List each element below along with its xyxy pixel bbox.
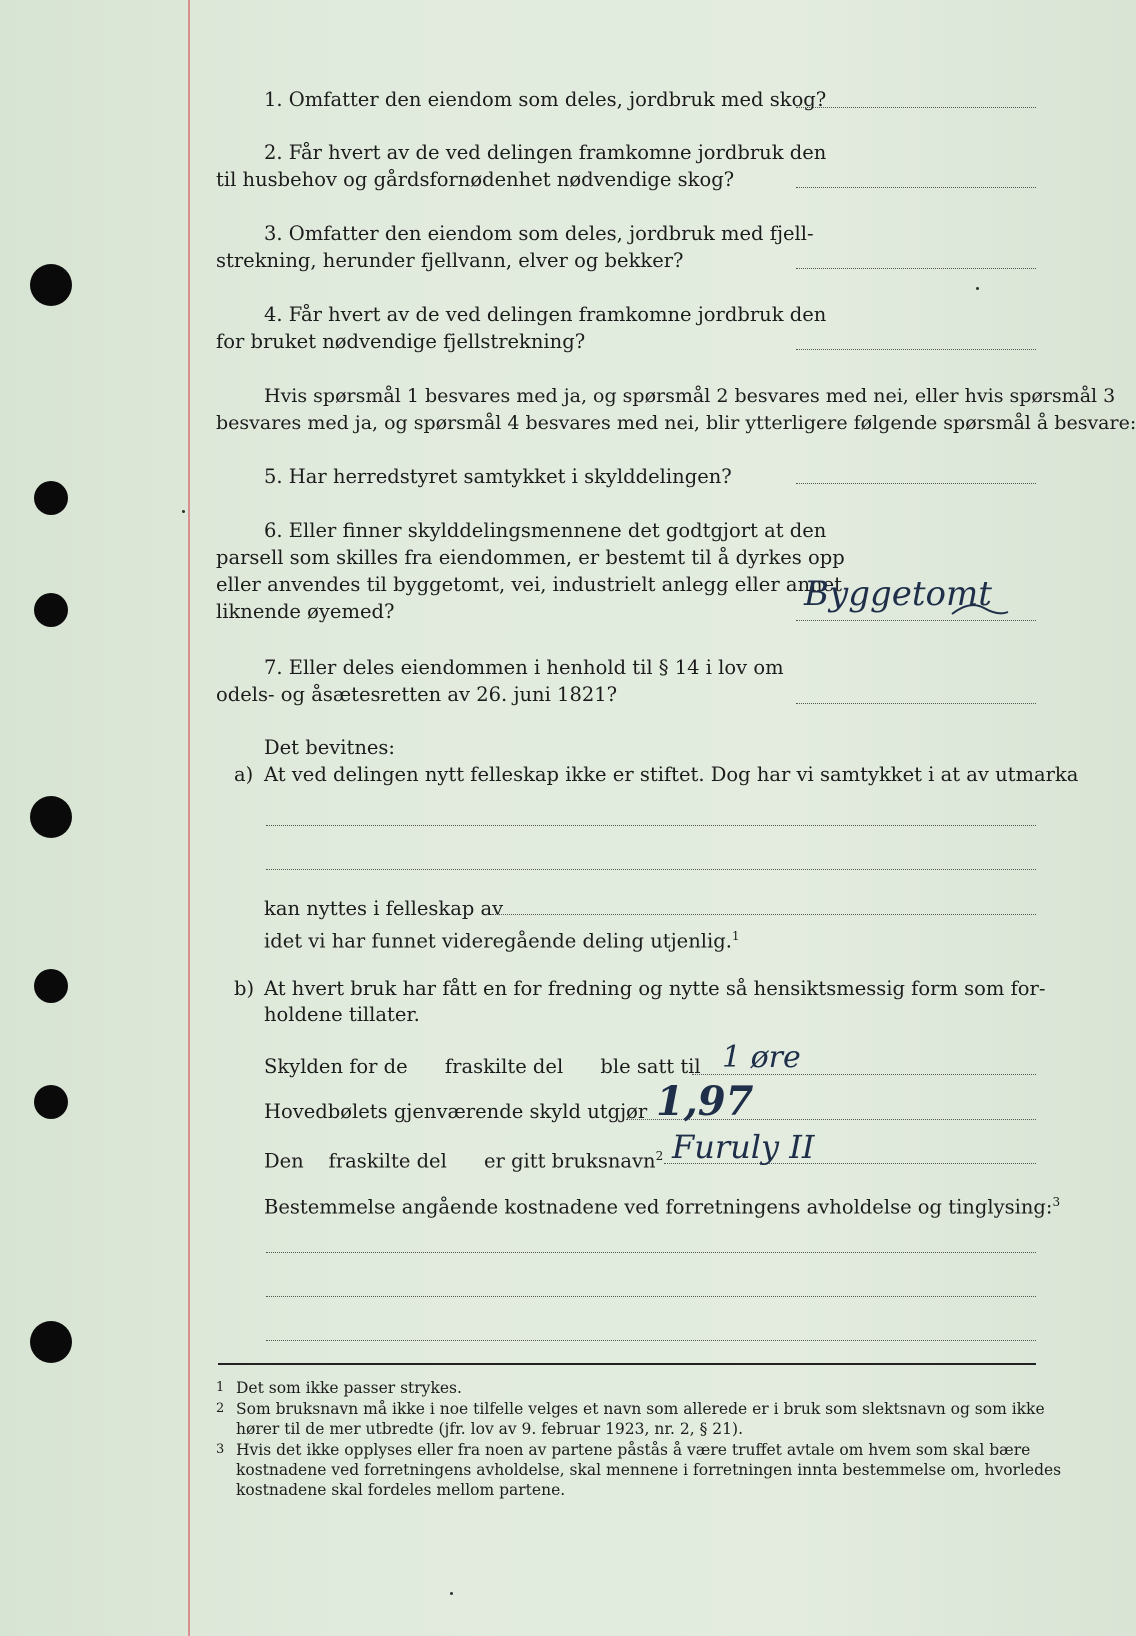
bruksnavn-label: Den fraskilte del er gitt bruksnavn$^2$ xyxy=(264,1149,664,1173)
question-6-line-3: eller anvendes til byggetomt, vei, industrielt anlegg eller annet xyxy=(216,573,842,596)
footnote-2: 2 Som bruksnavn må ikke i noe tilfelle velges et navn som allerede er i bruk som slektsnavn og som ikke xyxy=(216,1400,1045,1418)
commons-line-1[interactable] xyxy=(266,825,1036,826)
footnote-divider xyxy=(218,1363,1036,1365)
speck xyxy=(182,510,185,513)
item-b-label: b) xyxy=(234,977,255,1000)
answer-line-5[interactable] xyxy=(796,483,1036,484)
item-a-label: a) xyxy=(234,763,254,786)
question-6-line-4: liknende øyemed? xyxy=(216,600,395,623)
kostnader-label: Bestemmelse angående kostnadene ved forretningens avholdelse og tinglysing:$^3$ xyxy=(264,1195,1061,1219)
certify-heading: Det bevitnes: xyxy=(264,736,395,759)
punch-hole-icon xyxy=(30,796,72,838)
margin-line xyxy=(188,0,190,1636)
punch-hole-icon xyxy=(30,264,72,306)
question-5: 5. Har herredstyret samtykket i skylddelingen? xyxy=(264,465,732,488)
question-4-line-2: for bruket nødvendige fjellstrekning? xyxy=(216,330,586,353)
footnote-3-cont-1: kostnadene ved forretningens avholdelse, skal mennene i forretningen innta bestemmelse om, hvorledes xyxy=(236,1461,1062,1479)
question-2-line-2: til husbehov og gårdsfornødenhet nødvendige skog? xyxy=(216,168,735,191)
hovedbol-value: 1,97 xyxy=(656,1078,754,1125)
answer-line-7[interactable] xyxy=(796,703,1036,704)
kostnader-line-2[interactable] xyxy=(266,1296,1036,1297)
bruksnavn-value: Furuly II xyxy=(672,1128,815,1166)
commons-label: kan nyttes i felleskap av xyxy=(264,897,504,920)
footnote-3-cont-2: kostnadene skal fordeles mellom partene. xyxy=(236,1481,566,1499)
skyld-label: Skylden for de fraskilte del ble satt til xyxy=(264,1055,701,1078)
punch-hole-icon xyxy=(34,593,68,627)
punch-hole-icon xyxy=(34,969,68,1003)
question-7-line-1: 7. Eller deles eiendommen i henhold til § 14 i lov om xyxy=(264,656,784,679)
commons-line-2[interactable] xyxy=(266,869,1036,870)
condition-line-2: besvares med ja, og spørsmål 4 besvares med nei, blir ytterligere følgende spørsmål å besvare: xyxy=(216,412,1136,434)
punch-hole-icon xyxy=(34,1085,68,1119)
answer-line-6[interactable] xyxy=(796,620,1036,621)
question-4-line-1: 4. Får hvert av de ved delingen framkomne jordbruk den xyxy=(264,303,827,326)
signature-flourish xyxy=(950,590,1010,620)
commons-parties-line[interactable] xyxy=(492,914,1036,915)
question-2-line-1: 2. Får hvert av de ved delingen framkomne jordbruk den xyxy=(264,141,827,164)
item-b-text-1: At hvert bruk har fått en for fredning og nytte så hensiktsmessig form som for- xyxy=(264,977,1046,1000)
item-b-text-2: holdene tillater. xyxy=(264,1003,420,1026)
answer-line-4[interactable] xyxy=(796,349,1036,350)
question-7-line-2: odels- og åsætesretten av 26. juni 1821? xyxy=(216,683,618,706)
answer-line-3[interactable] xyxy=(796,268,1036,269)
footnote-1: 1 Det som ikke passer strykes. xyxy=(216,1379,462,1397)
question-1: 1. Omfatter den eiendom som deles, jordbruk med skog? xyxy=(264,88,827,111)
skyld-value: 1 øre xyxy=(722,1040,801,1075)
question-3-line-1: 3. Omfatter den eiendom som deles, jordbruk med fjell- xyxy=(264,222,814,245)
kostnader-line-3[interactable] xyxy=(266,1340,1036,1341)
punch-hole-icon xyxy=(34,481,68,515)
condition-line-1: Hvis spørsmål 1 besvares med ja, og spørsmål 2 besvares med nei, eller hvis spørsmål 3 xyxy=(264,385,1116,407)
hovedbol-label: Hovedbølets gjenværende skyld utgjør xyxy=(264,1100,648,1123)
speck xyxy=(450,1592,453,1595)
punch-hole-icon xyxy=(30,1321,72,1363)
question-3-line-2: strekning, herunder fjellvann, elver og bekker? xyxy=(216,249,684,272)
handwritten-answer-6: Byggetomt xyxy=(804,574,992,614)
kostnader-line-1[interactable] xyxy=(266,1252,1036,1253)
answer-line-2[interactable] xyxy=(796,187,1036,188)
question-6-line-2: parsell som skilles fra eiendommen, er bestemt til å dyrkes opp xyxy=(216,546,845,569)
speck xyxy=(976,287,979,290)
question-6-line-1: 6. Eller finner skylddelingsmennene det godtgjort at den xyxy=(264,519,827,542)
item-a-text: At ved delingen nytt felleskap ikke er stiftet. Dog har vi samtykket i at av utmarka xyxy=(264,763,1079,786)
footnote-3: 3 Hvis det ikke opplyses eller fra noen av partene påstås å være truffet avtale om hvem som skal bære xyxy=(216,1441,1031,1459)
commons-reason: idet vi har funnet videregående deling utjenlig.$^1$ xyxy=(264,929,740,953)
footnote-2-cont: hører til de mer utbredte (jfr. lov av 9. februar 1923, nr. 2, § 21). xyxy=(236,1420,743,1438)
answer-line-1[interactable] xyxy=(796,107,1036,108)
